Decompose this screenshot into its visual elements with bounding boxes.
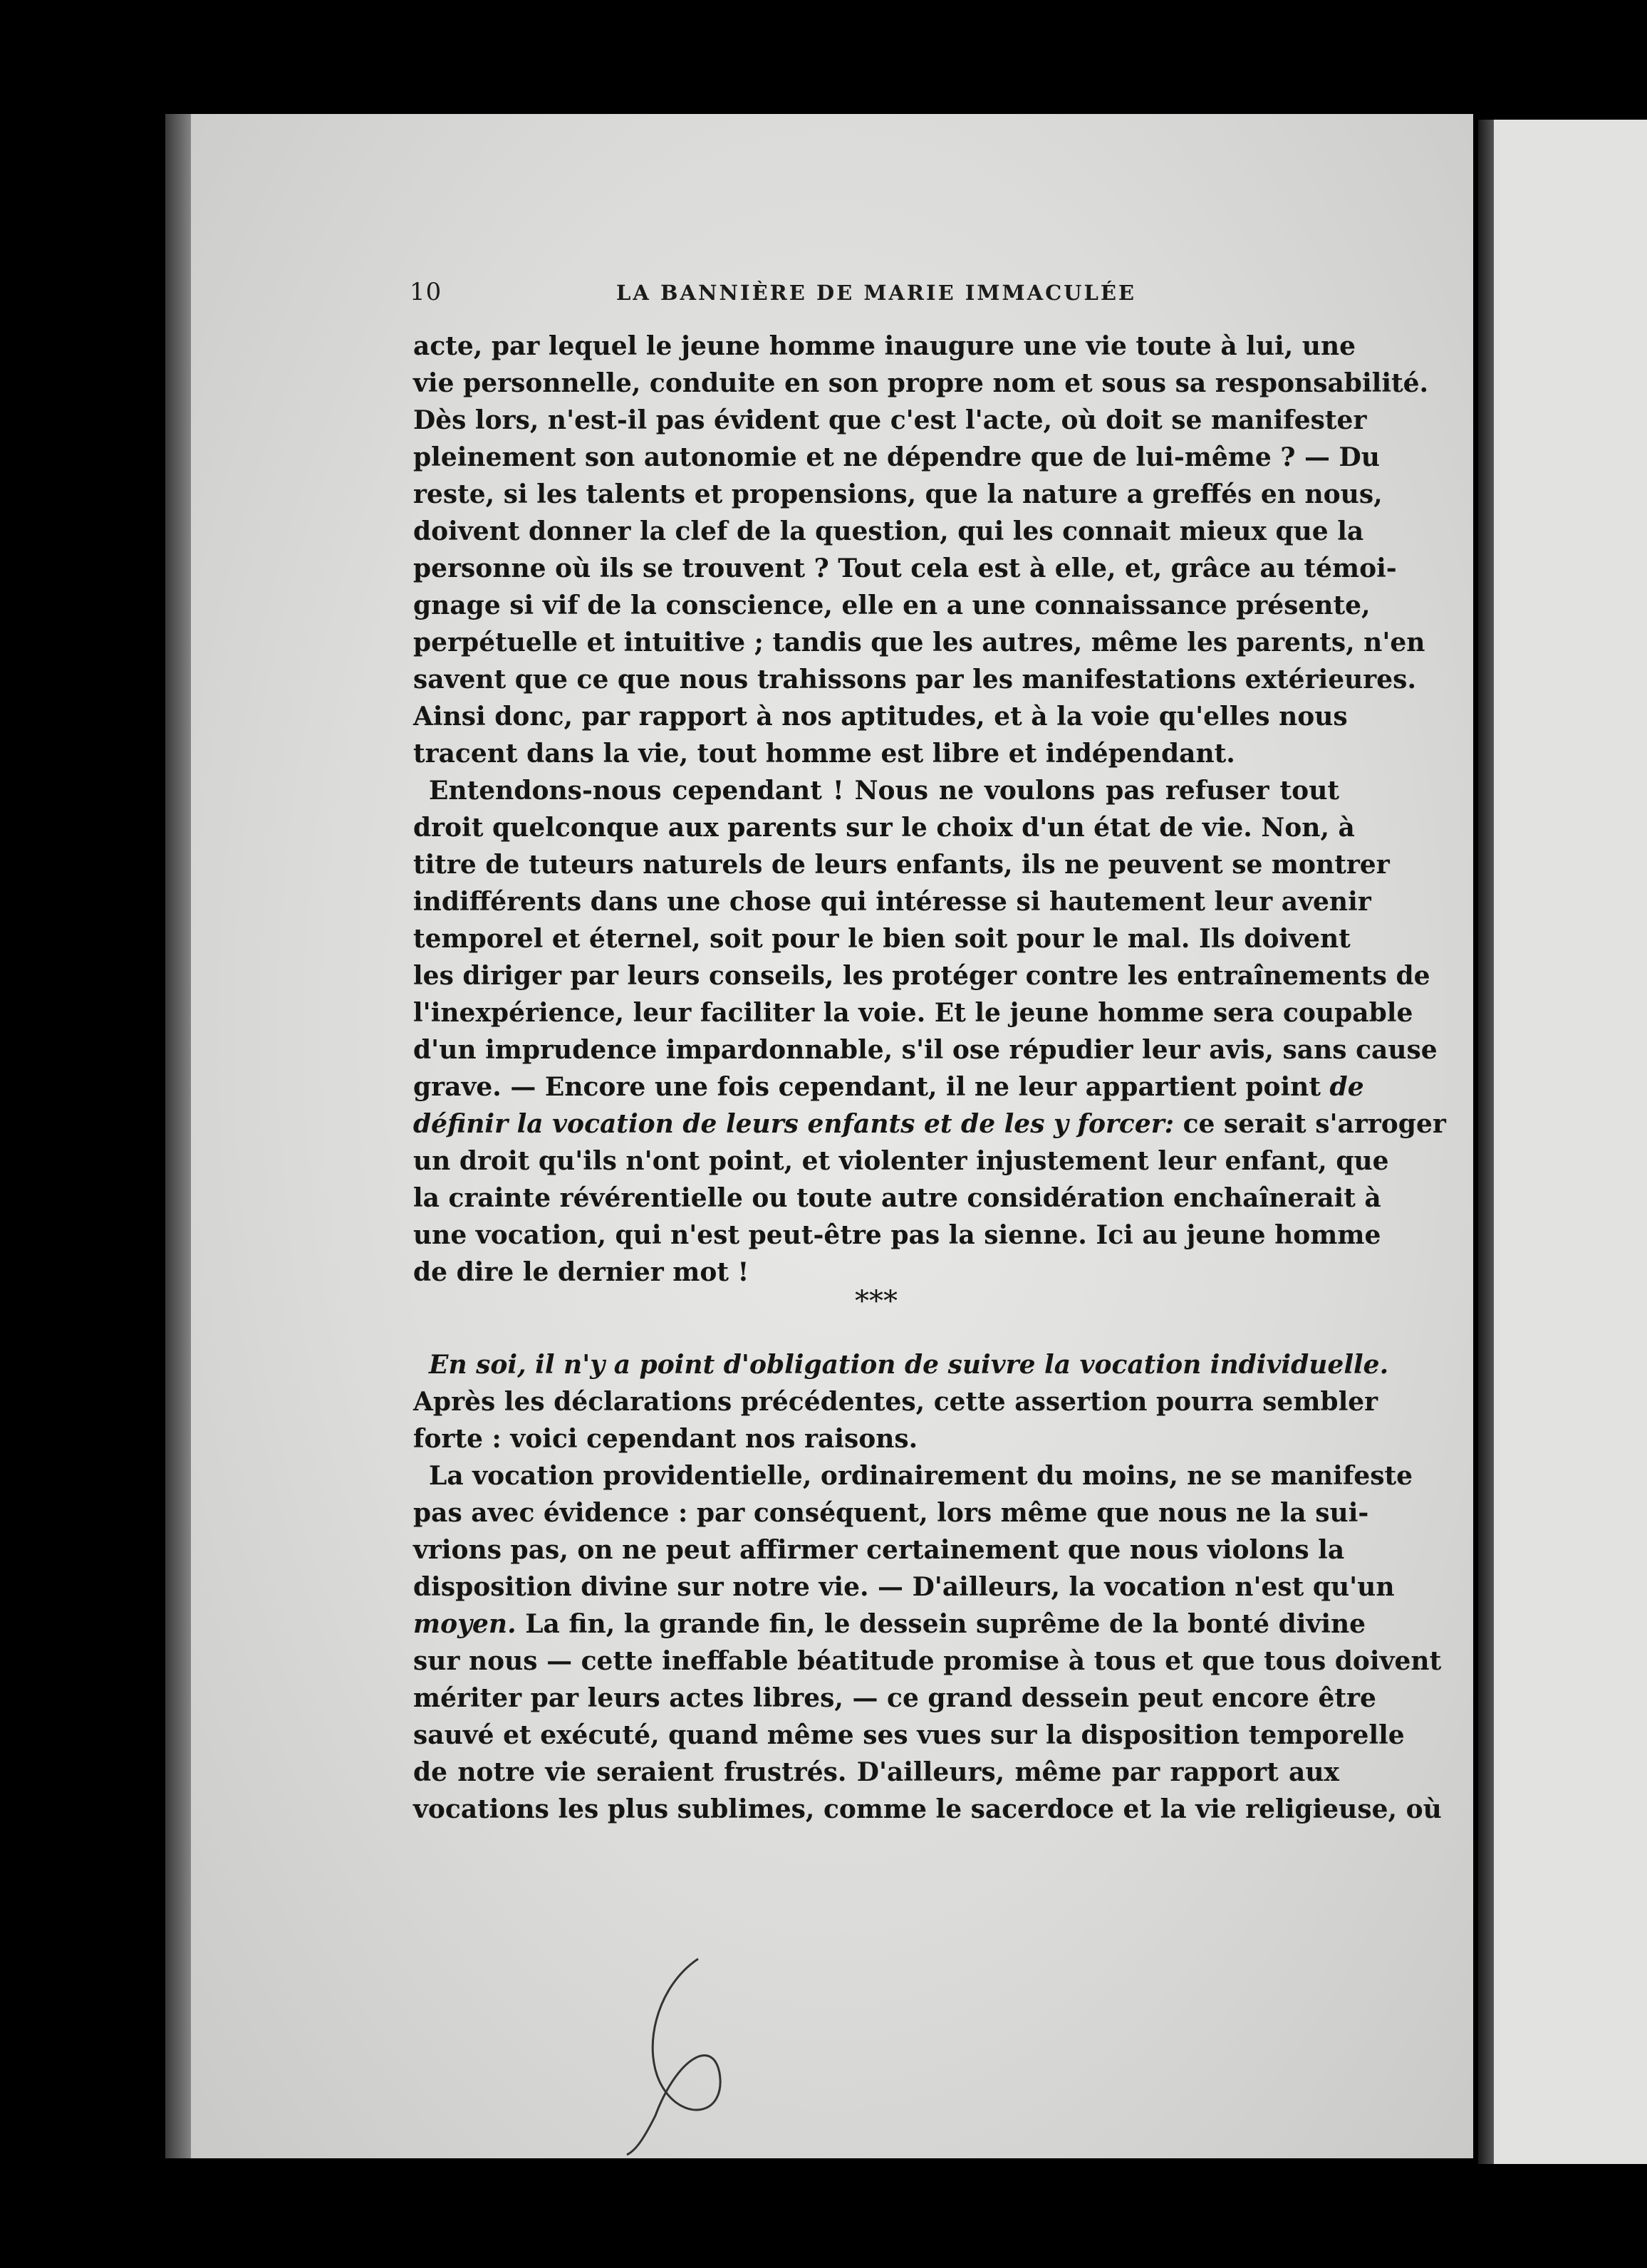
text-line: pas avec évidence : par conséquent, lors même que nous ne la sui- bbox=[413, 1498, 1369, 1528]
text-line bbox=[413, 1106, 1446, 1143]
text-line: droit quelconque aux parents sur le choix d'un état de vie. Non, à bbox=[413, 813, 1355, 843]
text-line: vocations les plus sublimes, comme le sacerdoce et la vie religieuse, où bbox=[413, 1794, 1442, 1824]
text-line: vie personnelle, conduite en son propre nom et sous sa responsabilité. bbox=[413, 368, 1429, 398]
text-line: temporel et éternel, soit pour le bien soit pour le mal. Ils doivent bbox=[413, 924, 1351, 954]
text-segment: grave. — Encore une fois cependant, il ne leur appartient point bbox=[413, 1072, 1321, 1102]
text-line: titre de tuteurs naturels de leurs enfants, ils ne peuvent se montrer bbox=[413, 850, 1390, 880]
text-line bbox=[413, 1606, 1366, 1643]
text-line: perpétuelle et intuitive ; tandis que les autres, même les parents, n'en bbox=[413, 628, 1425, 657]
section-ornament: *** bbox=[855, 1285, 898, 1318]
text-segment: ce serait s'arroger bbox=[1183, 1109, 1446, 1139]
text-line: l'inexpérience, leur faciliter la voie. Et le jeune homme sera coupable bbox=[413, 998, 1413, 1028]
text-line: Dès lors, n'est-il pas évident que c'est l'acte, où doit se manifester bbox=[413, 405, 1367, 435]
text-line: savent que ce que nous trahissons par les manifestations extérieures. bbox=[413, 665, 1416, 695]
text-line: La vocation providentielle, ordinairement du moins, ne se manifeste bbox=[429, 1461, 1413, 1491]
text-line: Ainsi donc, par rapport à nos aptitudes, et à la voie qu'elles nous bbox=[413, 702, 1348, 732]
body-text bbox=[413, 328, 1446, 1859]
text-line: acte, par lequel le jeune homme inaugure une vie toute à lui, une bbox=[413, 331, 1356, 361]
text-line: mériter par leurs actes libres, — ce grand dessein peut encore être bbox=[413, 1683, 1376, 1713]
text-line: tracent dans la vie, tout homme est libre et indépendant. bbox=[413, 739, 1235, 769]
stray-ink-mark bbox=[570, 1945, 826, 2158]
text-line: les diriger par leurs conseils, les protéger contre les entraînements de bbox=[413, 961, 1430, 991]
italic-segment: moyen. bbox=[413, 1609, 516, 1639]
italic-segment: En soi, il n'y a point d'obligation de suivre la vocation individuelle. bbox=[429, 1350, 1389, 1380]
text-line: forte : voici cependant nos raisons. bbox=[413, 1424, 918, 1454]
text-line: sauvé et exécuté, quand même ses vues sur la disposition temporelle bbox=[413, 1720, 1405, 1750]
page-number: 10 bbox=[410, 278, 442, 306]
facing-page-shadow bbox=[1478, 120, 1494, 2164]
facing-page-edge bbox=[1478, 120, 1647, 2164]
text-line bbox=[413, 1346, 1389, 1383]
italic-segment: définir la vocation de leurs enfants et de les y forcer: bbox=[413, 1109, 1175, 1139]
text-line: Entendons-nous cependant ! Nous ne voulons pas refuser tout bbox=[429, 776, 1339, 806]
text-line: gnage si vif de la conscience, elle en a une connaissance présente, bbox=[413, 591, 1371, 620]
text-line: disposition divine sur notre vie. — D'ailleurs, la vocation n'est qu'un bbox=[413, 1572, 1395, 1602]
text-line: indifférents dans une chose qui intéresse si hautement leur avenir bbox=[413, 887, 1371, 917]
text-line bbox=[413, 1068, 1364, 1106]
text-segment: La fin, la grande fin, le dessein suprême de la bonté divine bbox=[525, 1609, 1366, 1639]
text-line: de dire le dernier mot ! bbox=[413, 1257, 749, 1287]
italic-segment: de bbox=[1329, 1072, 1364, 1102]
page-gutter-shadow bbox=[165, 114, 194, 2158]
text-line: une vocation, qui n'est peut-être pas la sienne. Ici au jeune homme bbox=[413, 1220, 1381, 1250]
text-line: pleinement son autonomie et ne dépendre que de lui-même ? — Du bbox=[413, 442, 1380, 472]
text-line: reste, si les talents et propensions, que la nature a greffés en nous, bbox=[413, 479, 1383, 509]
text-line: Après les déclarations précédentes, cette assertion pourra sembler bbox=[413, 1387, 1378, 1417]
text-line: sur nous — cette ineffable béatitude promise à tous et que tous doivent bbox=[413, 1646, 1442, 1676]
text-line: de notre vie seraient frustrés. D'ailleurs, même par rapport aux bbox=[413, 1757, 1339, 1787]
text-line: vrions pas, on ne peut affirmer certainement que nous violons la bbox=[413, 1535, 1345, 1565]
running-head bbox=[410, 278, 1464, 321]
text-line: doivent donner la clef de la question, qui les connait mieux que la bbox=[413, 516, 1364, 546]
text-line: d'un imprudence impardonnable, s'il ose répudier leur avis, sans cause bbox=[413, 1035, 1438, 1065]
text-line: la crainte révérentielle ou toute autre considération enchaînerait à bbox=[413, 1183, 1381, 1213]
running-title: LA BANNIÈRE DE MARIE IMMACULÉE bbox=[616, 281, 1137, 305]
text-line: un droit qu'ils n'ont point, et violenter injustement leur enfant, que bbox=[413, 1146, 1389, 1176]
text-line: personne où ils se trouvent ? Tout cela est à elle, et, grâce au témoi- bbox=[413, 553, 1397, 583]
